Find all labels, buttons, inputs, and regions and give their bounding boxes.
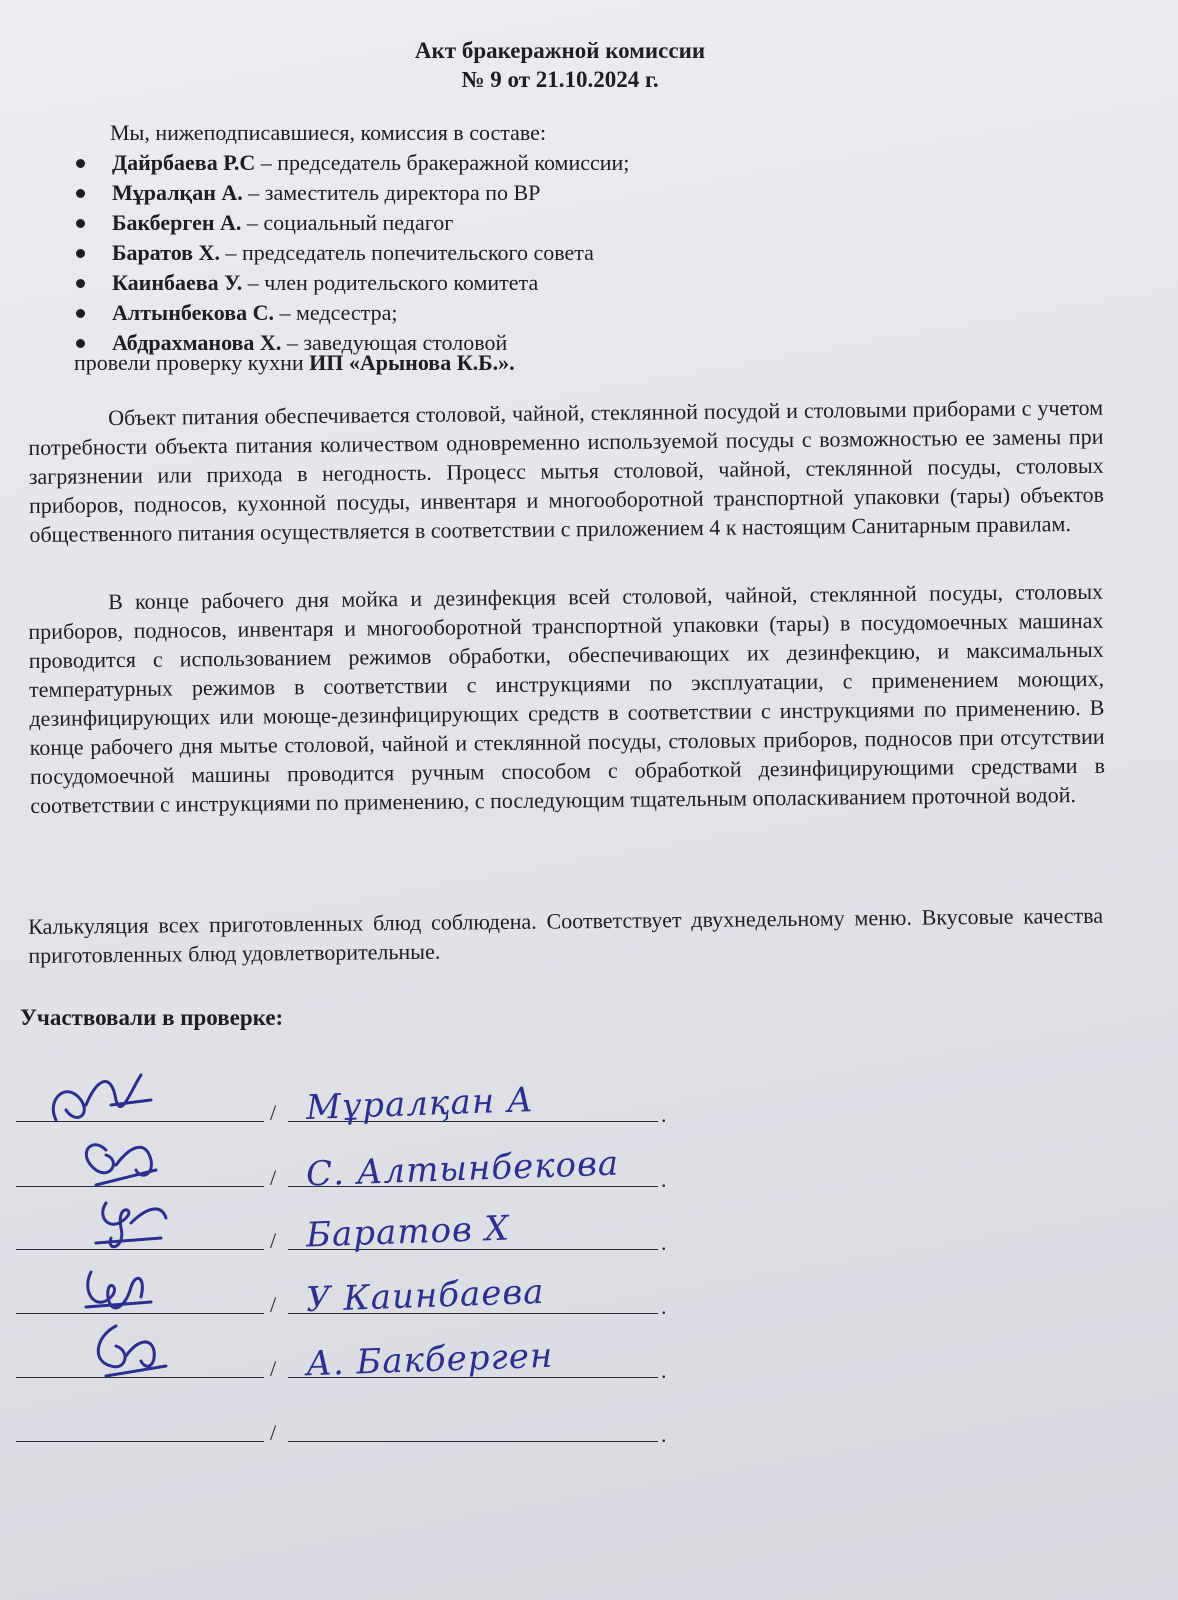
member-name: Баратов Х. — [112, 240, 220, 265]
separator: / — [270, 1228, 277, 1253]
member-name: Абдрахманова Х. — [112, 330, 282, 355]
participants-label: Участвовали в проверке: — [20, 1005, 284, 1030]
list-item — [70, 298, 629, 328]
inspection-subject-prefix: провели проверку кухни — [74, 350, 310, 375]
separator: / — [270, 1420, 277, 1445]
bullet-icon — [76, 189, 85, 198]
bullet-icon — [76, 219, 85, 228]
list-item — [70, 268, 629, 298]
bullet-icon — [76, 159, 85, 168]
signature-row — [16, 1198, 676, 1258]
bullet-icon — [76, 339, 85, 348]
list-item — [70, 178, 629, 208]
member-name: Каинбаева У. — [112, 270, 243, 295]
signature-row — [16, 1326, 676, 1386]
handwritten-name: Мұралқан А — [305, 1080, 535, 1128]
list-item — [70, 238, 629, 268]
signature-line — [16, 1249, 264, 1250]
member-role: – председатель попечительского совета — [219, 240, 594, 265]
document-header — [0, 36, 1120, 94]
bullet-icon — [76, 279, 85, 288]
signature-scribble-icon — [36, 1252, 186, 1322]
line-end-dot: . — [661, 1358, 667, 1383]
member-name: Алтынбекова С. — [112, 300, 274, 325]
handwritten-name: У Каинбаева — [305, 1271, 546, 1321]
signature-row — [16, 1135, 676, 1195]
bullet-icon — [76, 309, 85, 318]
handwritten-name: Баратов Х — [305, 1208, 511, 1256]
paragraph-dishware: Объект питания обеспечивается столовой, чайной, стеклянной посудой и столовыми приборами с учетом потребности объекта питания количеством одновременно используемой посуды с возможностью ее замены при загрязнении или прихода в негодность. Процесс мытья столовой, чайной, стеклянной посуды, столовых приборов, подносов, кухонной посуды, инвентаря и многооборотной транспортной упаковки (тары) объектов общественного питания осуществляется в соответствии с приложением 4 к настоящим Санитарным правилам. — [28, 394, 1105, 547]
member-role: – член родительского комитета — [242, 270, 539, 295]
signature-row — [16, 1390, 676, 1450]
list-item — [70, 148, 629, 178]
signature-line — [16, 1441, 264, 1442]
list-item — [70, 208, 629, 238]
member-role: – председатель бракеражной комиссии; — [255, 150, 630, 175]
member-name: Мұралқан А. — [112, 180, 243, 205]
handwritten-name: С. Алтынбекова — [305, 1143, 620, 1195]
handwritten-name: А. Бакберген — [305, 1335, 554, 1385]
inspection-entity: ИП «Арынова К.Б.». — [309, 350, 515, 375]
signature-scribble-icon — [36, 1316, 186, 1386]
document-number-date: № 9 от 21.10.2024 г. — [461, 67, 659, 92]
bullet-icon — [76, 249, 85, 258]
paragraph-conclusion: Калькуляция всех приготовленных блюд соблюдена. Соответствует двухнедельному меню. Вкусовые качества приготовленных блюд удовлетворительные. — [28, 902, 1104, 968]
separator: / — [270, 1356, 277, 1381]
separator: / — [270, 1292, 277, 1317]
separator: / — [270, 1165, 277, 1190]
signature-row — [16, 1070, 676, 1130]
document-title: Акт бракеражной комиссии — [414, 38, 706, 63]
signature-line — [16, 1313, 264, 1314]
member-role: – медсестра; — [273, 300, 398, 325]
signature-line — [16, 1121, 264, 1122]
member-name: Дайрбаева Р.С — [112, 150, 256, 175]
signature-scribble-icon — [36, 1125, 186, 1195]
member-role: – социальный педагог — [241, 210, 454, 235]
line-end-dot: . — [661, 1230, 667, 1255]
signature-row — [16, 1262, 676, 1322]
name-line — [288, 1441, 658, 1442]
line-end-dot: . — [661, 1167, 667, 1192]
line-end-dot: . — [661, 1422, 667, 1447]
signature-line — [16, 1377, 264, 1378]
line-end-dot: . — [661, 1102, 667, 1127]
member-role: – заведующая столовой — [281, 330, 508, 355]
member-role: – заместитель директора по ВР — [242, 180, 541, 205]
signature-line — [16, 1186, 264, 1187]
member-name: Бакберген А. — [112, 210, 242, 235]
line-end-dot: . — [661, 1294, 667, 1319]
signature-scribble-icon — [36, 1188, 186, 1258]
intro-text: Мы, нижеподписавшиеся, комиссия в составе: — [110, 120, 547, 145]
inspection-subject — [74, 350, 515, 376]
paragraph-disinfection: В конце рабочего дня мойка и дезинфекция всей столовой, чайной, стеклянной посуды, столовых приборов, подносов, инвентаря и многооборотной транспортной упаковки (тары) в посудомоечных машинах проводится с использованием режимов обработки, обеспечивающих их дезинфекцию, и максимальных температурных режимов в соответствии с инструкциями по эксплуатации, с применением моющих, дезинфицирующих или моюще-дезинфицирующих средств в соответствии с инструкциями по применению. В конце рабочего дня мытье столовой, чайной и стеклянной посуды, столовых приборов, подносов при отсутствии посудомоечной машины проводится ручным способом с обработкой дезинфицирующими средствами в соответствии с инструкциями по применению, с последующим тщательным ополаскиванием проточной водой. — [28, 578, 1106, 818]
commission-members-list — [70, 148, 629, 358]
signature-scribble-icon — [36, 1060, 186, 1130]
separator: / — [270, 1100, 277, 1125]
